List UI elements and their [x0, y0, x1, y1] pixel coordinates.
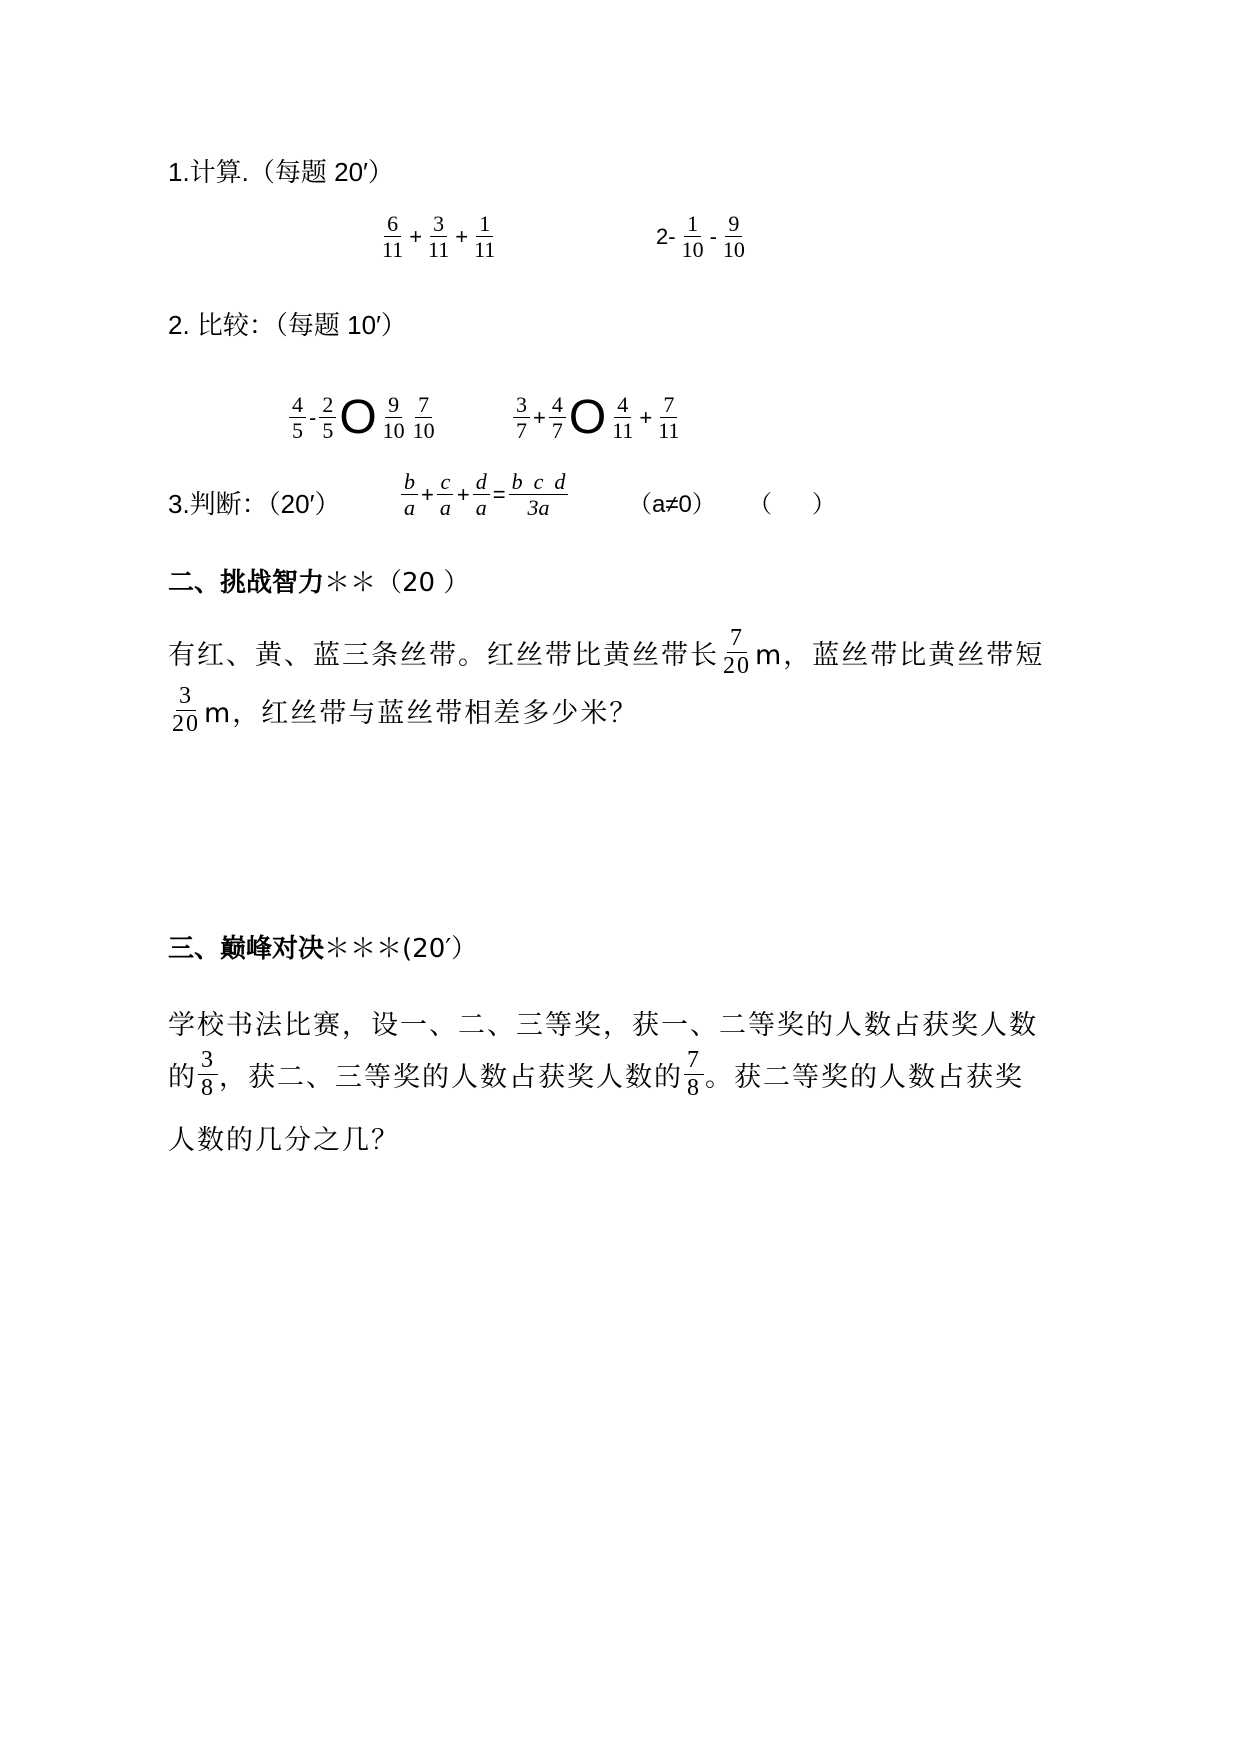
fraction: $\frac{6}{11}$: [382, 211, 404, 263]
fraction: $\frac{2}{5}$: [319, 393, 336, 442]
q2-expression-a: [288, 390, 439, 444]
paragraph-text: ，获二、三等奖的人数占获奖人数的: [219, 1062, 683, 1094]
operator: +: [533, 404, 546, 430]
fraction: $\frac{\text{b c d}}{3a}$: [509, 470, 569, 519]
section2-stars: ＊＊（20 ）: [324, 568, 470, 598]
q1-expression-a: [378, 212, 499, 261]
fraction: $\frac{3}{11}$: [428, 211, 450, 263]
fraction: $\frac{3}{8}$: [198, 1048, 218, 1101]
fraction: $\frac{1}{11}$: [474, 211, 496, 263]
paragraph-text: 有红、黄、蓝三条丝带。红丝带比黄丝带长: [168, 640, 719, 672]
section3-line3: 人数的几分之几？: [168, 1125, 400, 1156]
fraction: $\frac{d}{a}$: [473, 470, 490, 519]
section3-title: 三、巅峰对决: [168, 934, 325, 964]
fraction: $\frac{3}{7}$: [513, 393, 530, 442]
paragraph-text: 。获二等奖的人数占获奖: [705, 1062, 1024, 1094]
q1-expression-b: [654, 212, 749, 261]
fraction: $\frac{4}{7}$: [549, 393, 566, 442]
q3-expression: [400, 470, 569, 519]
section2-line1: [168, 626, 1044, 679]
q3-answer-blank[interactable]: （ ）: [748, 491, 837, 518]
q3-title: 3.判断：（20′）: [168, 489, 341, 519]
fraction: $\frac{9}{10}$: [722, 211, 745, 263]
fraction: $\frac{1}{10}$: [681, 211, 704, 263]
q1-title: 1.计算.（每题 20′）: [168, 157, 394, 187]
fraction: $\frac{7}{11}$: [658, 392, 680, 444]
operator: +: [421, 481, 434, 507]
fraction: $\frac{3}{20}$: [172, 683, 200, 738]
fraction: $\frac{9}{10}$: [382, 392, 405, 444]
operator: +: [455, 223, 469, 249]
section2-heading: [168, 562, 469, 599]
paragraph-text: m，红丝带与蓝丝带相差多少米？: [204, 698, 639, 730]
operator: -: [309, 404, 317, 430]
operator: +: [639, 404, 653, 430]
operator: +: [409, 223, 423, 249]
paragraph-text: m，蓝丝带比黄丝带短: [755, 640, 1045, 672]
fraction: $\frac{7}{8}$: [684, 1048, 704, 1101]
compare-circle[interactable]: O: [339, 390, 377, 444]
section3-stars: ＊＊＊(20′）: [324, 934, 478, 964]
operator: +: [456, 481, 470, 507]
q2-expression-b: [512, 390, 683, 444]
section3-line2: [168, 1048, 1024, 1101]
section3-heading: [168, 928, 477, 965]
equals-sign: =: [492, 481, 506, 507]
fraction: $\frac{b}{a}$: [401, 470, 418, 519]
section3-line1: 学校书法比赛，设一、二、三等奖，获一、二等奖的人数占获奖人数: [168, 1010, 1038, 1041]
q2-title: 2. 比较：（每题 10′）: [168, 310, 407, 340]
section2-line2: [168, 684, 638, 737]
operator: -: [709, 223, 717, 249]
paragraph-text: 的: [168, 1062, 197, 1094]
compare-circle[interactable]: O: [568, 390, 607, 444]
fraction: $\frac{7}{20}$: [723, 625, 751, 680]
q3-condition: （a≠0）: [628, 491, 716, 518]
fraction: $\frac{c}{a}$: [437, 470, 454, 519]
fraction: $\frac{4}{5}$: [289, 393, 306, 442]
leading-term: 2-: [656, 223, 676, 249]
fraction: $\frac{4}{11}$: [612, 392, 634, 444]
fraction: $\frac{7}{10}$: [412, 392, 435, 444]
section2-title: 二、挑战智力: [168, 568, 325, 598]
